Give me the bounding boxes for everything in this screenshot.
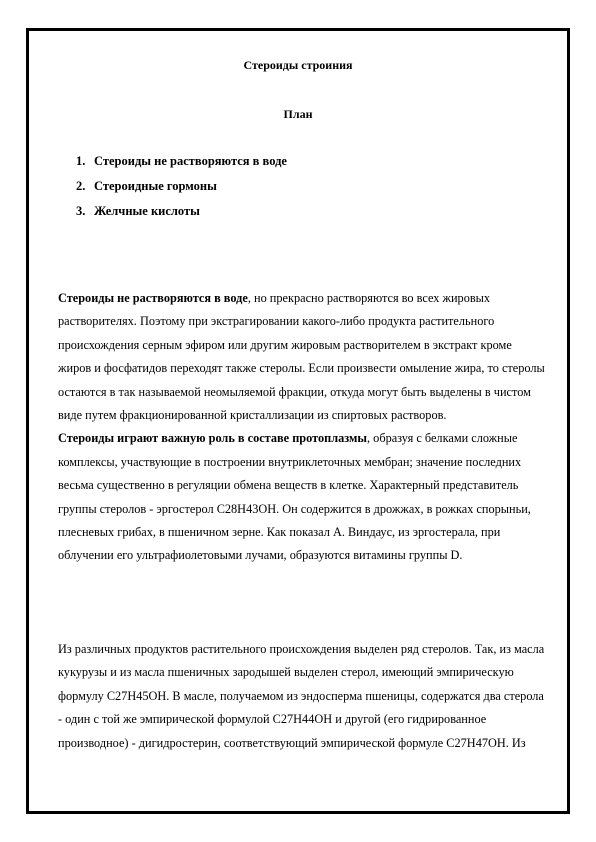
paragraph-sterols: Из различных продуктов растительного происхождения выделен ряд стеролов. Так, из масла кукурузы и из масла пшеничных зародышей выделен стерол, имеющий эмпирическую формулу C27H45OH. В масле, получаемом из эндосперма пшеницы, содержатся два стерола - один с той же эмпирической формулой C27H44OH и другой (его гидрированное производное) - дигидростерин, соответствующий эмпирической формуле C27H47OH. Из (58, 642, 545, 750)
plan-item (76, 154, 287, 179)
plan-item-label: Желчные кислоты (94, 204, 200, 218)
plan-heading: План (283, 107, 313, 121)
plan-list (76, 154, 287, 229)
paragraph-lead: Стероиды играют важную роль в составе протоплазмы (58, 431, 368, 446)
paragraph-body: , образуя с белками сложные комплексы, участвующие в построении внутриклеточных мембран; значение последних весьма существенно в регуляции обмена веществ в клетке. Характерный представитель группы стеролов - эргостерол C28H43OH. Он содержится в дрожжах, в рожках спорыньи, плесневых грибах, в пшеничном зерне. Как показал А. Виндаус, из эргостерала, при облучении его ультрафиолетовыми лучами, образуются витамины группы D. (58, 431, 531, 563)
plan-item-label: Стероиды не растворяются в воде (94, 154, 287, 168)
paragraph-lead: Стероиды не растворяются в воде (58, 291, 248, 305)
paragraph-body: , но прекрасно растворяются во всех жировых растворителях. Поэтому при экстрагировании какого-либо продукта растительного происхождения серным эфиром или другим жировым растворителем в экстракт кроме жиров и фосфатидов переходят также стеролы. Если произвести омыление жира, то стеролы остаются в так называемой неомыляемой фракции, откуда могут быть выделены в чистом виде путем фракционированной кристаллизации из спиртовых растворов. (58, 291, 545, 423)
paragraph-solubility (58, 287, 548, 568)
plan-item-number: 1. (76, 154, 86, 168)
document-title: Стероиды строиния (243, 58, 353, 72)
plan-item-number: 3. (76, 204, 86, 218)
plan-item-number: 2. (76, 179, 86, 193)
plan-item-label: Стероидные гормоны (94, 179, 217, 193)
plan-item (76, 179, 287, 204)
plan-item (76, 204, 287, 229)
